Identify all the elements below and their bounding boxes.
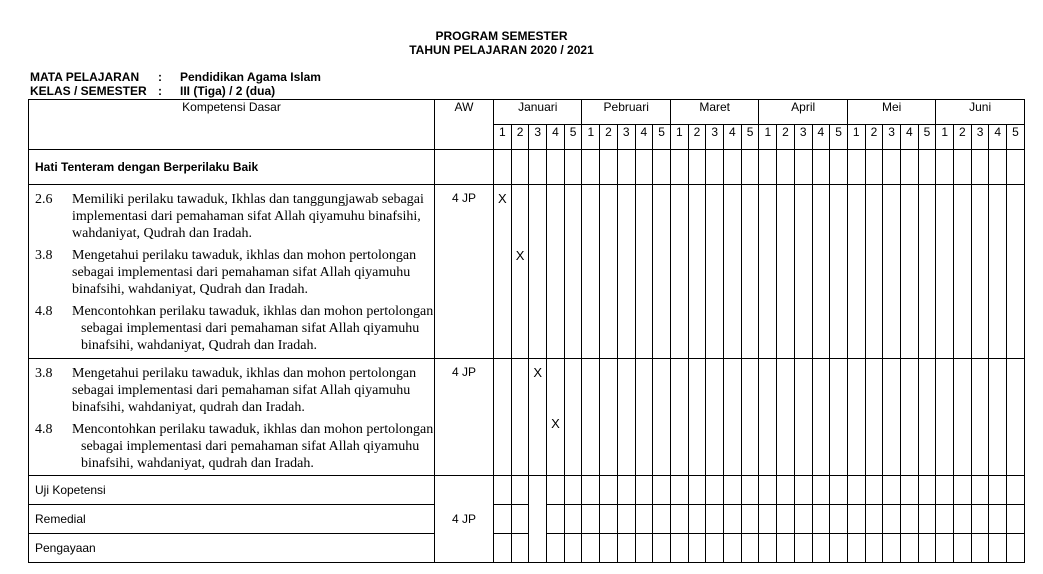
week-cell bbox=[847, 150, 865, 185]
week-header: 2 bbox=[511, 125, 529, 150]
week-cell bbox=[900, 359, 918, 476]
week-cell bbox=[971, 185, 989, 359]
week-cell bbox=[494, 185, 512, 359]
week-cell bbox=[741, 476, 759, 505]
week-cell bbox=[830, 359, 848, 476]
week-cell bbox=[706, 359, 724, 476]
week-cell bbox=[494, 534, 512, 563]
week-cell bbox=[830, 150, 848, 185]
section-title: Hati Tenteram dengan Berperilaku Baik bbox=[29, 150, 435, 185]
footer-row-label: Pengayaan bbox=[29, 534, 435, 563]
aw-value bbox=[435, 359, 494, 476]
week-header: 3 bbox=[529, 125, 547, 150]
col-aw-header: AW bbox=[435, 100, 494, 150]
week-cell bbox=[954, 359, 972, 476]
week-cell bbox=[1007, 185, 1025, 359]
week-cell bbox=[883, 359, 901, 476]
kd-text-rest: sebagai implementasi dari pemahaman sifat Allah qiyamuhu binafsihi, wahdaniyat, Qudrah dan Iradah. bbox=[72, 192, 424, 241]
week-cell bbox=[670, 359, 688, 476]
week-cell bbox=[900, 534, 918, 563]
aw-text: 4 JP bbox=[451, 365, 476, 379]
week-cell bbox=[971, 505, 989, 534]
week-header: 4 bbox=[635, 125, 653, 150]
week-cell bbox=[830, 476, 848, 505]
kd-text-first: Mencontohkan perilaku tawaduk, ikhlas dan mohon bbox=[72, 304, 363, 319]
week-cell bbox=[600, 150, 618, 185]
week-cell bbox=[936, 534, 954, 563]
week-cell bbox=[706, 534, 724, 563]
kd-text-first: Mengetahui perilaku tawaduk, ikhlas dan mohon pertolongan bbox=[72, 366, 417, 381]
week-cell bbox=[900, 185, 918, 359]
week-cell bbox=[547, 476, 565, 505]
kd-text-first: Mencontohkan perilaku tawaduk, ikhlas dan mohon bbox=[72, 422, 363, 437]
week-cell bbox=[741, 185, 759, 359]
week-cell bbox=[1007, 534, 1025, 563]
week-cell bbox=[741, 505, 759, 534]
week-cell bbox=[865, 505, 883, 534]
week-cell bbox=[741, 534, 759, 563]
week-cell bbox=[989, 185, 1007, 359]
week-cell bbox=[777, 534, 795, 563]
week-cell bbox=[918, 476, 936, 505]
week-cell bbox=[706, 150, 724, 185]
aw-cell bbox=[435, 150, 494, 185]
week-cell bbox=[635, 476, 653, 505]
month-header: Maret bbox=[670, 100, 758, 125]
class-sep: : bbox=[158, 84, 162, 98]
week-cell bbox=[777, 476, 795, 505]
week-cell bbox=[865, 185, 883, 359]
month-header: Januari bbox=[494, 100, 582, 125]
week-cell bbox=[954, 534, 972, 563]
week-cell bbox=[547, 359, 565, 476]
week-cell bbox=[954, 150, 972, 185]
program-semester-table bbox=[28, 99, 1025, 563]
kd-item bbox=[29, 191, 434, 242]
week-cell bbox=[600, 476, 618, 505]
schedule-mark: X bbox=[515, 248, 525, 263]
week-header: 2 bbox=[600, 125, 618, 150]
class-label: KELAS / SEMESTER bbox=[30, 84, 147, 98]
week-cell bbox=[794, 359, 812, 476]
week-cell bbox=[582, 359, 600, 476]
week-cell bbox=[1007, 476, 1025, 505]
week-cell bbox=[582, 505, 600, 534]
kd-item bbox=[29, 303, 434, 354]
week-cell bbox=[794, 505, 812, 534]
week-cell bbox=[724, 185, 742, 359]
week-cell bbox=[688, 476, 706, 505]
week-cell bbox=[759, 476, 777, 505]
week-header: 4 bbox=[547, 125, 565, 150]
week-cell bbox=[759, 150, 777, 185]
week-cell bbox=[830, 534, 848, 563]
week-header: 5 bbox=[564, 125, 582, 150]
week-cell bbox=[883, 150, 901, 185]
footer-aw: 4 JP bbox=[435, 476, 494, 563]
week-cell bbox=[653, 150, 671, 185]
week-cell bbox=[547, 185, 565, 359]
kd-text-first: Memiliki perilaku tawaduk, Ikhlas dan tanggungjawab bbox=[72, 192, 379, 207]
week-cell bbox=[830, 505, 848, 534]
week-header: 2 bbox=[777, 125, 795, 150]
col-kd-header: Kompetensi Dasar bbox=[29, 100, 435, 150]
week-header: 1 bbox=[759, 125, 777, 150]
kd-text-rest: pertolongan sebagai implementasi dari pemahaman sifat Allah qiyamuhu binafsihi, wahdaniyat, qudrah dan Iradah. bbox=[81, 422, 434, 471]
week-cell bbox=[724, 359, 742, 476]
week-header: 3 bbox=[617, 125, 635, 150]
month-header: Mei bbox=[847, 100, 935, 125]
week-cell bbox=[971, 476, 989, 505]
week-cell bbox=[617, 534, 635, 563]
week-cell bbox=[812, 505, 830, 534]
kd-number: 4.8 bbox=[35, 422, 53, 437]
week-cell bbox=[759, 185, 777, 359]
week-cell bbox=[582, 150, 600, 185]
week-cell bbox=[529, 359, 547, 476]
week-cell bbox=[653, 505, 671, 534]
week-cell bbox=[989, 505, 1007, 534]
doc-title: PROGRAM SEMESTER bbox=[435, 29, 568, 43]
kd-number: 3.8 bbox=[35, 248, 53, 263]
week-cell bbox=[936, 476, 954, 505]
week-cell bbox=[688, 534, 706, 563]
week-cell bbox=[635, 505, 653, 534]
week-cell bbox=[511, 185, 529, 359]
week-header: 2 bbox=[865, 125, 883, 150]
week-cell bbox=[812, 476, 830, 505]
week-cell bbox=[971, 534, 989, 563]
kd-number: 4.8 bbox=[35, 304, 53, 319]
week-cell bbox=[989, 359, 1007, 476]
week-cell bbox=[564, 476, 582, 505]
week-cell bbox=[511, 476, 529, 505]
week-cell bbox=[653, 359, 671, 476]
week-cell bbox=[989, 150, 1007, 185]
week-cell bbox=[918, 534, 936, 563]
week-cell bbox=[794, 534, 812, 563]
week-header: 5 bbox=[1007, 125, 1025, 150]
week-cell bbox=[847, 359, 865, 476]
subject-label: MATA PELAJARAN bbox=[30, 70, 140, 84]
week-cell bbox=[830, 185, 848, 359]
month-header: April bbox=[759, 100, 847, 125]
week-cell bbox=[883, 534, 901, 563]
kd-number: 3.8 bbox=[35, 366, 53, 381]
aw-value bbox=[435, 185, 494, 359]
week-cell bbox=[759, 505, 777, 534]
week-cell bbox=[670, 150, 688, 185]
week-cell bbox=[670, 185, 688, 359]
kd-text-rest: sebagai implementasi dari pemahaman sifat Allah qiyamuhu binafsihi, wahdaniyat, Qudrah dan Iradah. bbox=[72, 265, 411, 297]
week-cell bbox=[812, 534, 830, 563]
week-cell bbox=[653, 534, 671, 563]
subject-value: Pendidikan Agama Islam bbox=[180, 70, 321, 84]
week-header: 1 bbox=[494, 125, 512, 150]
week-cell bbox=[617, 476, 635, 505]
week-cell bbox=[600, 185, 618, 359]
week-header: 5 bbox=[741, 125, 759, 150]
week-cell bbox=[954, 476, 972, 505]
week-cell bbox=[936, 505, 954, 534]
week-cell bbox=[724, 150, 742, 185]
week-cell bbox=[777, 185, 795, 359]
week-cell bbox=[511, 359, 529, 476]
week-cell bbox=[847, 185, 865, 359]
week-cell bbox=[794, 185, 812, 359]
week-cell bbox=[511, 150, 529, 185]
week-cell bbox=[936, 359, 954, 476]
kd-text-rest: sebagai implementasi dari pemahaman sifat Allah qiyamuhu binafsihi, wahdaniyat, qudrah dan Iradah. bbox=[72, 383, 411, 415]
kd-group-1 bbox=[29, 185, 435, 359]
week-cell bbox=[936, 150, 954, 185]
week-cell bbox=[724, 505, 742, 534]
week-cell bbox=[865, 476, 883, 505]
week-header: 4 bbox=[812, 125, 830, 150]
week-header: 1 bbox=[936, 125, 954, 150]
week-cell bbox=[936, 185, 954, 359]
month-header: Juni bbox=[936, 100, 1024, 125]
week-header: 5 bbox=[918, 125, 936, 150]
week-cell bbox=[511, 505, 529, 534]
week-cell bbox=[494, 476, 512, 505]
week-cell bbox=[582, 534, 600, 563]
week-cell bbox=[635, 185, 653, 359]
week-cell bbox=[918, 505, 936, 534]
week-header: 4 bbox=[989, 125, 1007, 150]
week-cell bbox=[688, 505, 706, 534]
week-cell bbox=[617, 359, 635, 476]
week-cell bbox=[741, 150, 759, 185]
week-cell bbox=[547, 150, 565, 185]
week-cell bbox=[847, 534, 865, 563]
week-cell bbox=[511, 534, 529, 563]
week-cell bbox=[1007, 359, 1025, 476]
week-header: 3 bbox=[706, 125, 724, 150]
week-header: 4 bbox=[724, 125, 742, 150]
schedule-mark: X bbox=[551, 416, 560, 431]
week-cell bbox=[777, 359, 795, 476]
week-cell bbox=[688, 150, 706, 185]
aw-text: 4 JP bbox=[451, 191, 476, 205]
week-cell bbox=[670, 476, 688, 505]
week-cell bbox=[1007, 150, 1025, 185]
week-cell bbox=[847, 476, 865, 505]
week-cell bbox=[653, 476, 671, 505]
week-cell bbox=[954, 185, 972, 359]
kd-item bbox=[29, 247, 434, 298]
doc-subtitle: TAHUN PELAJARAN 2020 / 2021 bbox=[409, 43, 594, 57]
week-cell bbox=[918, 150, 936, 185]
week-cell bbox=[706, 505, 724, 534]
week-cell bbox=[635, 534, 653, 563]
week-cell bbox=[617, 505, 635, 534]
week-cell bbox=[724, 534, 742, 563]
week-cell bbox=[706, 476, 724, 505]
month-header: Pebruari bbox=[582, 100, 670, 125]
week-cell bbox=[759, 534, 777, 563]
week-header: 1 bbox=[670, 125, 688, 150]
week-cell bbox=[670, 534, 688, 563]
week-cell bbox=[918, 359, 936, 476]
kd-text-first: Mengetahui perilaku tawaduk, ikhlas dan mohon pertolongan bbox=[72, 248, 417, 263]
week-cell bbox=[564, 150, 582, 185]
week-cell bbox=[812, 359, 830, 476]
week-cell bbox=[883, 505, 901, 534]
week-header: 2 bbox=[954, 125, 972, 150]
week-cell bbox=[582, 185, 600, 359]
week-cell bbox=[547, 505, 565, 534]
week-cell bbox=[547, 534, 565, 563]
week-cell bbox=[883, 476, 901, 505]
class-value: III (Tiga) / 2 (dua) bbox=[180, 84, 276, 98]
week-header: 2 bbox=[688, 125, 706, 150]
week-cell bbox=[600, 359, 618, 476]
week-cell bbox=[865, 359, 883, 476]
week-header: 3 bbox=[971, 125, 989, 150]
week-cell bbox=[918, 185, 936, 359]
schedule-mark: X bbox=[498, 191, 507, 206]
week-cell bbox=[989, 534, 1007, 563]
week-cell bbox=[564, 534, 582, 563]
week-cell bbox=[582, 476, 600, 505]
week-cell bbox=[900, 505, 918, 534]
week-cell bbox=[1007, 505, 1025, 534]
week-header: 1 bbox=[582, 125, 600, 150]
week-cell bbox=[971, 150, 989, 185]
week-cell bbox=[564, 505, 582, 534]
week-header: 1 bbox=[847, 125, 865, 150]
week-cell bbox=[688, 359, 706, 476]
week-cell bbox=[900, 150, 918, 185]
week-cell bbox=[777, 505, 795, 534]
week-cell bbox=[989, 476, 1007, 505]
week-cell bbox=[529, 185, 547, 359]
kd-text-rest: pertolongan sebagai implementasi dari pemahaman sifat Allah qiyamuhu binafsihi, wahdaniyat, Qudrah dan Iradah. bbox=[81, 304, 434, 353]
week-cell bbox=[653, 185, 671, 359]
week-cell bbox=[865, 150, 883, 185]
week-cell bbox=[794, 150, 812, 185]
week-cell bbox=[635, 150, 653, 185]
week-cell bbox=[865, 534, 883, 563]
week-cell bbox=[883, 185, 901, 359]
week-header: 3 bbox=[794, 125, 812, 150]
week-cell bbox=[564, 359, 582, 476]
footer-row-label: Remedial bbox=[29, 505, 435, 534]
subject-sep: : bbox=[158, 70, 162, 84]
week-cell bbox=[759, 359, 777, 476]
week-cell bbox=[954, 505, 972, 534]
week-cell bbox=[494, 150, 512, 185]
footer-row-label: Uji Kopetensi bbox=[29, 476, 435, 505]
kd-group-2 bbox=[29, 359, 435, 476]
kd-number: 2.6 bbox=[35, 192, 53, 207]
week-cell bbox=[494, 505, 512, 534]
week-cell bbox=[741, 359, 759, 476]
week-cell bbox=[847, 505, 865, 534]
week-cell bbox=[617, 150, 635, 185]
week-cell bbox=[529, 476, 547, 563]
week-cell bbox=[794, 476, 812, 505]
week-cell bbox=[777, 150, 795, 185]
week-header: 5 bbox=[830, 125, 848, 150]
kd-item bbox=[29, 365, 434, 416]
week-cell bbox=[724, 476, 742, 505]
week-cell bbox=[670, 505, 688, 534]
week-cell bbox=[564, 185, 582, 359]
week-cell bbox=[635, 359, 653, 476]
week-cell bbox=[688, 185, 706, 359]
week-cell bbox=[529, 150, 547, 185]
schedule-mark: X bbox=[533, 365, 543, 380]
week-cell bbox=[617, 185, 635, 359]
week-cell bbox=[600, 534, 618, 563]
week-cell bbox=[706, 185, 724, 359]
week-cell bbox=[971, 359, 989, 476]
week-header: 3 bbox=[883, 125, 901, 150]
week-cell bbox=[900, 476, 918, 505]
week-cell bbox=[812, 185, 830, 359]
week-cell bbox=[812, 150, 830, 185]
week-cell bbox=[600, 505, 618, 534]
week-cell bbox=[494, 359, 512, 476]
kd-item bbox=[29, 421, 434, 472]
week-header: 4 bbox=[900, 125, 918, 150]
week-header: 5 bbox=[653, 125, 671, 150]
